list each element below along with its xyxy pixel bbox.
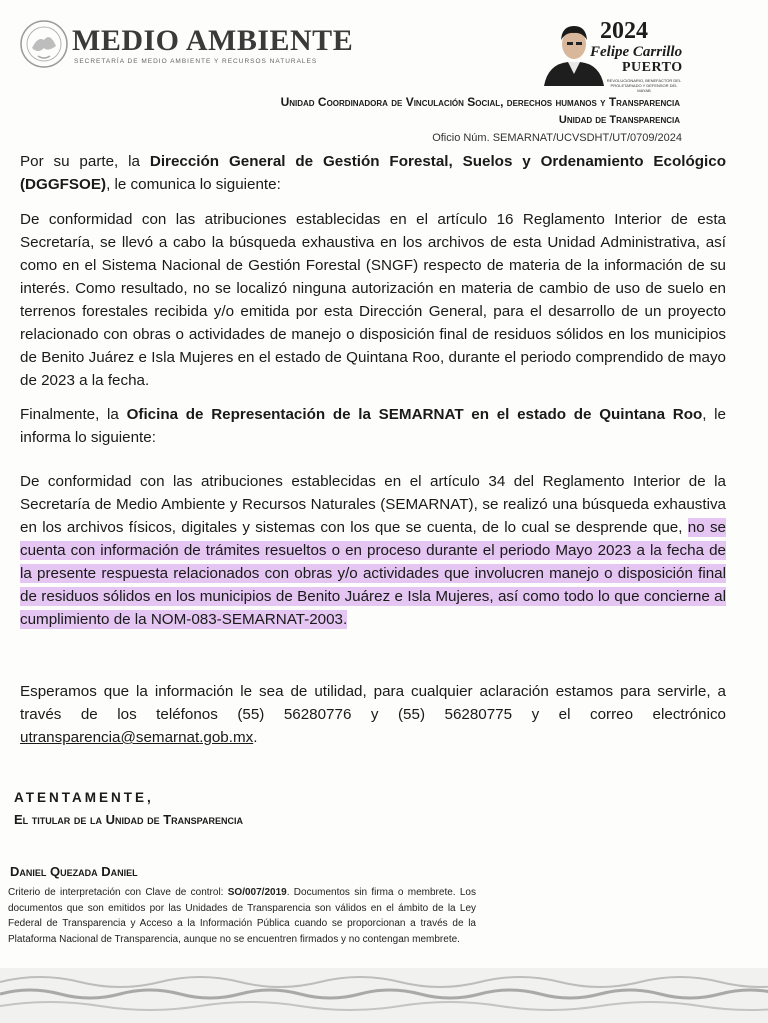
p5-text-b: . [253,729,258,746]
p5-text-a: Esperamos que la información le sea de utilidad, para cualquier aclaración estamos para servirle, a través de los teléfonos (55) 56280776 y (55) 56280775 y el correo electrónico [20,683,726,723]
unit-subheading: Unidad de Transparencia [558,114,680,126]
email-link[interactable]: utransparencia@semarnat.gob.mx [20,729,254,746]
brand-subtitle: SECRETARÍA DE MEDIO AMBIENTE Y RECURSOS NATURALES [74,58,318,65]
logo-name-line2: PUERTO [622,60,683,75]
criteria-text-b: . Documentos sin firma o membrete. Los documentos que son emitidos por las Unidades de Transparencia son válidos en el ámbito de la Ley Federal de Transparencia y Acceso a la Información Pública cuando se proporcionan a través de la Plataforma Nacional de Transparencia, aunque no se encuentren firmados y no contengan membrete. [8,887,476,945]
p1-text-a: Por su parte, la [20,153,150,170]
p1-bold: Dirección General de Gestión Forestal, Suelos y Ordenamiento Ecológico (DGGFSOE) [20,153,726,193]
paragraph-oficina-intro [20,403,726,449]
criteria-note [8,885,476,947]
anniversary-logo [538,18,748,93]
logo-year: 2024 [600,18,648,44]
logo-name-line1: Felipe Carrillo [590,44,683,60]
p4-text-a: De conformidad con las atribuciones establecidas en el artículo 34 del Reglamento Interior de la Secretaría de Medio Ambiente y Recursos Naturales (SEMARNAT), se realizó una búsqueda exhaustiva en los archivos físicos, digitales y sistemas con los que se cuenta, de lo cual se desprende que, [20,473,726,536]
paragraph-dggfsoe-response: De conformidad con las atribuciones establecidas en el artículo 16 Reglamento Interior de esta Secretaría, se llevó a cabo la búsqueda exhaustiva en los archivos de esta Unidad Administrativa, así como en el Sistema Nacional de Gestión Forestal (SNGF) respecto de materia de la información de su interés. Como resultado, no se localizó ninguna autorización en materia de cambio de uso de suelo en terrenos forestales recibida y/o emitida por esta Dirección General, para el desarrollo de un proyecto relacionado con obras o actividades de manejo o disposición final de residuos sólidos en los municipios de Benito Juárez e Isla Mujeres en el estado de Quintana Roo, durante el periodo comprendido de mayo de 2023 a la fecha. [20,211,726,389]
footer-pattern [0,968,768,1023]
criteria-bold: SO/007/2019 [227,887,287,898]
brand-title: MEDIO AMBIENTE [72,24,354,57]
p1-text-b: , le comunica lo siguiente: [106,176,281,193]
p3-bold: Oficina de Representación de la SEMARNAT en el estado de Quintana Roo [126,406,703,423]
oficio-number: Oficio Núm. SEMARNAT/UCVSDHT/UT/0709/2024 [432,132,682,144]
unit-heading: Unidad Coordinadora de Vinculación Social, derechos humanos y Transparencia [280,95,680,109]
highlighted-text: no se cuenta con información de trámites resueltos o en proceso durante el periodo Mayo 2023 a la fecha de la presente respuesta relacionados con obras y/o actividades que involucren manejo o disposición final de residuos sólidos en los municipios de Benito Juárez e Isla Mujeres, así como todo lo que concierne al cumplimiento de la NOM-083-SEMARNAT-2003. [20,519,726,628]
paragraph-dggfsoe-intro [20,150,726,196]
signer-name: Daniel Quezada Daniel [10,864,138,879]
signer-title: El titular de la Unidad de Transparencia [14,812,243,827]
p3-text-b: , le informa lo siguiente: [20,406,726,446]
paragraph-contact [20,680,726,749]
logo-tagline: REVOLUCIONARIO, BENEFACTOR DEL PROLETARIADO Y DEFENSOR DEL MAYAB [606,78,682,93]
paragraph-oficina-response [20,470,726,631]
criteria-text-a: Criterio de interpretación con Clave de control: [8,887,228,898]
government-emblem-icon [18,18,70,70]
p3-text-a: Finalmente, la [20,406,127,423]
signoff: ATENTAMENTE, [14,790,154,805]
